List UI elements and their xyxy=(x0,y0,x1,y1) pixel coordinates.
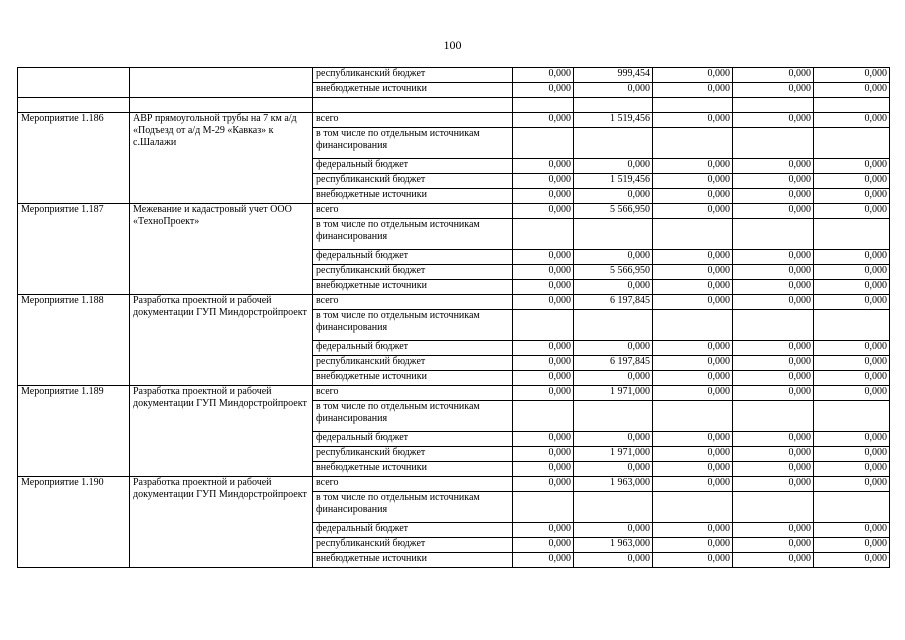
funding-source: внебюджетные источники xyxy=(313,189,513,204)
table-row xyxy=(18,204,890,219)
empty-cell xyxy=(18,98,130,113)
amount-cell: 0,000 xyxy=(733,356,814,371)
amount-cell: 0,000 xyxy=(733,341,814,356)
event-description: Межевание и кадастровый учет ООО «ТехноПроект» xyxy=(130,204,313,295)
amount-cell: 1 971,000 xyxy=(574,386,653,401)
funding-source: федеральный бюджет xyxy=(313,432,513,447)
amount-cell: 6 197,845 xyxy=(574,295,653,310)
amount-cell: 0,000 xyxy=(733,250,814,265)
empty-cell xyxy=(574,98,653,113)
amount-cell: 0,000 xyxy=(574,189,653,204)
amount-cell: 0,000 xyxy=(733,174,814,189)
amount-cell: 0,000 xyxy=(513,174,574,189)
amount-cell: 1 519,456 xyxy=(574,174,653,189)
spacer-row xyxy=(18,98,890,113)
amount-cell: 0,000 xyxy=(733,159,814,174)
funding-source: внебюджетные источники xyxy=(313,371,513,386)
amount-cell: 0,000 xyxy=(814,159,890,174)
amount-cell: 0,000 xyxy=(653,386,733,401)
amount-cell xyxy=(733,401,814,432)
event-name: Мероприятие 1.189 xyxy=(18,386,130,477)
funding-source: республиканский бюджет xyxy=(313,265,513,280)
amount-cell: 0,000 xyxy=(513,113,574,128)
amount-cell: 0,000 xyxy=(513,447,574,462)
amount-cell: 0,000 xyxy=(653,523,733,538)
amount-cell: 0,000 xyxy=(574,341,653,356)
amount-cell: 0,000 xyxy=(814,204,890,219)
amount-cell: 0,000 xyxy=(513,523,574,538)
amount-cell: 0,000 xyxy=(653,204,733,219)
amount-cell: 0,000 xyxy=(513,250,574,265)
amount-cell xyxy=(574,492,653,523)
event-name: Мероприятие 1.188 xyxy=(18,295,130,386)
amount-cell: 0,000 xyxy=(814,477,890,492)
amount-cell xyxy=(574,219,653,250)
funding-source: федеральный бюджет xyxy=(313,159,513,174)
event-description: Разработка проектной и рабочей документации ГУП Миндорстройпроект xyxy=(130,295,313,386)
amount-cell: 0,000 xyxy=(814,174,890,189)
amount-cell: 0,000 xyxy=(513,159,574,174)
amount-cell xyxy=(653,310,733,341)
amount-cell: 0,000 xyxy=(653,462,733,477)
funding-source: внебюджетные источники xyxy=(313,83,513,98)
amount-cell xyxy=(513,492,574,523)
empty-cell xyxy=(313,98,513,113)
funding-source: в том числе по отдельным источникам финансирования xyxy=(313,401,513,432)
funding-source: республиканский бюджет xyxy=(313,356,513,371)
page-number: 100 xyxy=(443,38,462,52)
amount-cell: 0,000 xyxy=(733,462,814,477)
event-name-continued xyxy=(18,68,130,98)
amount-cell xyxy=(733,128,814,159)
amount-cell: 0,000 xyxy=(653,538,733,553)
amount-cell: 0,000 xyxy=(574,523,653,538)
amount-cell: 0,000 xyxy=(574,250,653,265)
amount-cell: 0,000 xyxy=(574,553,653,568)
amount-cell: 0,000 xyxy=(814,386,890,401)
funding-source: республиканский бюджет xyxy=(313,447,513,462)
amount-cell: 0,000 xyxy=(653,280,733,295)
amount-cell: 999,454 xyxy=(574,68,653,83)
table-body xyxy=(18,68,890,568)
amount-cell: 0,000 xyxy=(814,356,890,371)
amount-cell: 0,000 xyxy=(653,189,733,204)
funding-source: всего xyxy=(313,295,513,310)
amount-cell: 0,000 xyxy=(513,553,574,568)
amount-cell: 0,000 xyxy=(513,295,574,310)
table-row xyxy=(18,477,890,492)
amount-cell xyxy=(814,219,890,250)
funding-source: всего xyxy=(313,113,513,128)
amount-cell: 1 963,000 xyxy=(574,538,653,553)
amount-cell: 0,000 xyxy=(653,83,733,98)
amount-cell xyxy=(513,128,574,159)
amount-cell: 0,000 xyxy=(733,538,814,553)
funding-source: в том числе по отдельным источникам финансирования xyxy=(313,219,513,250)
table-row xyxy=(18,113,890,128)
event-name: Мероприятие 1.186 xyxy=(18,113,130,204)
funding-source: федеральный бюджет xyxy=(313,250,513,265)
amount-cell xyxy=(653,401,733,432)
amount-cell: 0,000 xyxy=(653,265,733,280)
amount-cell: 0,000 xyxy=(513,189,574,204)
amount-cell: 0,000 xyxy=(574,280,653,295)
amount-cell: 0,000 xyxy=(814,538,890,553)
amount-cell: 0,000 xyxy=(653,341,733,356)
amount-cell: 0,000 xyxy=(814,189,890,204)
empty-cell xyxy=(653,98,733,113)
amount-cell: 0,000 xyxy=(513,68,574,83)
amount-cell: 0,000 xyxy=(574,371,653,386)
funding-source: внебюджетные источники xyxy=(313,462,513,477)
amount-cell: 0,000 xyxy=(653,371,733,386)
amount-cell xyxy=(574,401,653,432)
amount-cell: 0,000 xyxy=(814,447,890,462)
amount-cell: 0,000 xyxy=(513,477,574,492)
funding-source: всего xyxy=(313,477,513,492)
amount-cell xyxy=(733,310,814,341)
amount-cell: 0,000 xyxy=(574,432,653,447)
empty-cell xyxy=(513,98,574,113)
amount-cell: 0,000 xyxy=(513,280,574,295)
amount-cell: 0,000 xyxy=(653,174,733,189)
amount-cell xyxy=(513,310,574,341)
amount-cell: 0,000 xyxy=(814,68,890,83)
funding-source: всего xyxy=(313,204,513,219)
amount-cell: 0,000 xyxy=(513,265,574,280)
amount-cell: 0,000 xyxy=(814,113,890,128)
event-description-continued xyxy=(130,68,313,98)
amount-cell xyxy=(574,128,653,159)
amount-cell: 0,000 xyxy=(733,204,814,219)
amount-cell xyxy=(814,401,890,432)
amount-cell: 0,000 xyxy=(733,432,814,447)
funding-source: федеральный бюджет xyxy=(313,341,513,356)
empty-cell xyxy=(130,98,313,113)
amount-cell xyxy=(733,219,814,250)
amount-cell xyxy=(814,492,890,523)
amount-cell: 0,000 xyxy=(733,295,814,310)
amount-cell: 0,000 xyxy=(733,371,814,386)
amount-cell: 0,000 xyxy=(653,250,733,265)
funding-source: в том числе по отдельным источникам финансирования xyxy=(313,492,513,523)
event-description: Разработка проектной и рабочей документации ГУП Миндорстройпроект xyxy=(130,477,313,568)
amount-cell: 6 197,845 xyxy=(574,356,653,371)
amount-cell: 0,000 xyxy=(653,113,733,128)
funding-source: всего xyxy=(313,386,513,401)
amount-cell: 0,000 xyxy=(733,68,814,83)
amount-cell xyxy=(653,128,733,159)
funding-source: республиканский бюджет xyxy=(313,538,513,553)
funding-source: федеральный бюджет xyxy=(313,523,513,538)
amount-cell: 0,000 xyxy=(513,341,574,356)
amount-cell: 5 566,950 xyxy=(574,204,653,219)
amount-cell: 0,000 xyxy=(733,280,814,295)
amount-cell: 0,000 xyxy=(653,356,733,371)
amount-cell: 0,000 xyxy=(513,386,574,401)
amount-cell: 0,000 xyxy=(814,371,890,386)
amount-cell: 0,000 xyxy=(733,447,814,462)
event-description: АВР прямоугольной трубы на 7 км а/д «Подъезд от а/д М-29 «Кавказ» к с.Шалажи xyxy=(130,113,313,204)
funding-source: внебюджетные источники xyxy=(313,280,513,295)
amount-cell: 0,000 xyxy=(733,553,814,568)
empty-cell xyxy=(814,98,890,113)
amount-cell: 0,000 xyxy=(653,447,733,462)
event-name: Мероприятие 1.190 xyxy=(18,477,130,568)
amount-cell: 0,000 xyxy=(513,462,574,477)
amount-cell: 0,000 xyxy=(733,189,814,204)
amount-cell: 0,000 xyxy=(814,341,890,356)
amount-cell: 0,000 xyxy=(814,280,890,295)
amount-cell xyxy=(653,219,733,250)
funding-source: внебюджетные источники xyxy=(313,553,513,568)
amount-cell: 0,000 xyxy=(814,295,890,310)
funding-source: в том числе по отдельным источникам финансирования xyxy=(313,128,513,159)
amount-cell: 1 963,000 xyxy=(574,477,653,492)
amount-cell: 0,000 xyxy=(513,371,574,386)
amount-cell: 0,000 xyxy=(733,523,814,538)
amount-cell: 0,000 xyxy=(814,432,890,447)
amount-cell: 0,000 xyxy=(814,462,890,477)
amount-cell xyxy=(814,310,890,341)
amount-cell: 0,000 xyxy=(653,68,733,83)
amount-cell: 0,000 xyxy=(733,83,814,98)
amount-cell: 0,000 xyxy=(513,432,574,447)
amount-cell: 0,000 xyxy=(574,159,653,174)
amount-cell: 0,000 xyxy=(814,523,890,538)
amount-cell xyxy=(733,492,814,523)
event-name: Мероприятие 1.187 xyxy=(18,204,130,295)
table-row xyxy=(18,386,890,401)
amount-cell xyxy=(513,401,574,432)
amount-cell: 0,000 xyxy=(653,477,733,492)
amount-cell xyxy=(574,310,653,341)
amount-cell: 0,000 xyxy=(733,386,814,401)
amount-cell: 0,000 xyxy=(653,295,733,310)
amount-cell: 0,000 xyxy=(513,356,574,371)
amount-cell: 0,000 xyxy=(653,553,733,568)
amount-cell: 0,000 xyxy=(733,477,814,492)
amount-cell: 0,000 xyxy=(574,462,653,477)
amount-cell: 0,000 xyxy=(653,159,733,174)
table-row xyxy=(18,68,890,83)
amount-cell: 0,000 xyxy=(733,265,814,280)
empty-cell xyxy=(733,98,814,113)
amount-cell: 0,000 xyxy=(513,83,574,98)
amount-cell: 1 519,456 xyxy=(574,113,653,128)
amount-cell: 0,000 xyxy=(513,204,574,219)
table-row xyxy=(18,295,890,310)
funding-source: в том числе по отдельным источникам финансирования xyxy=(313,310,513,341)
amount-cell: 0,000 xyxy=(814,83,890,98)
amount-cell: 1 971,000 xyxy=(574,447,653,462)
amount-cell: 0,000 xyxy=(814,553,890,568)
amount-cell xyxy=(653,492,733,523)
financing-table xyxy=(17,67,890,568)
event-description: Разработка проектной и рабочей документации ГУП Миндорстройпроект xyxy=(130,386,313,477)
amount-cell: 0,000 xyxy=(653,432,733,447)
amount-cell: 0,000 xyxy=(814,265,890,280)
amount-cell: 0,000 xyxy=(814,250,890,265)
funding-source: республиканский бюджет xyxy=(313,68,513,83)
amount-cell xyxy=(814,128,890,159)
amount-cell: 0,000 xyxy=(574,83,653,98)
amount-cell: 5 566,950 xyxy=(574,265,653,280)
funding-source: республиканский бюджет xyxy=(313,174,513,189)
amount-cell xyxy=(513,219,574,250)
amount-cell: 0,000 xyxy=(733,113,814,128)
amount-cell: 0,000 xyxy=(513,538,574,553)
